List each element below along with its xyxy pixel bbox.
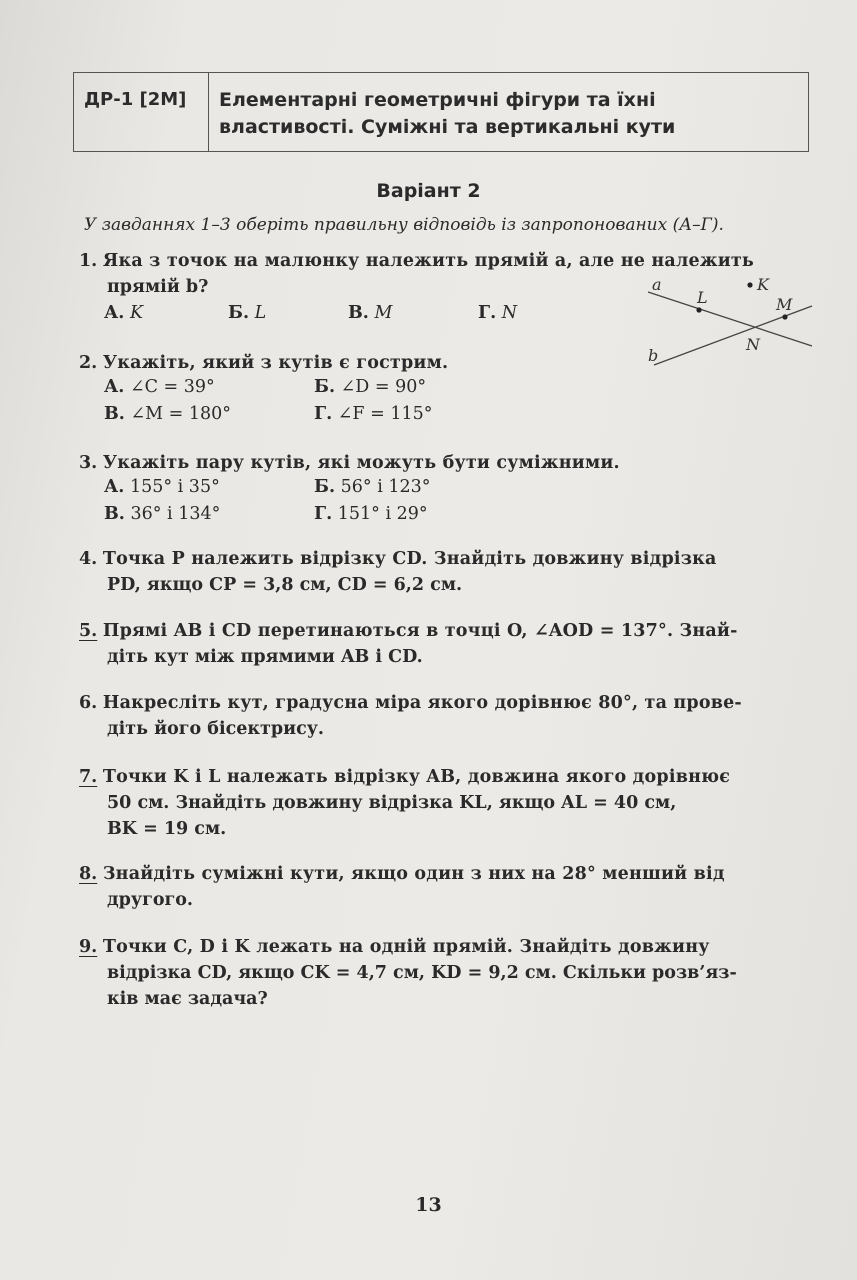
question-7 bbox=[79, 764, 730, 842]
q1-option-c: В. M bbox=[348, 303, 393, 323]
point-K bbox=[747, 282, 752, 287]
point-M bbox=[782, 314, 787, 319]
label-a: a bbox=[652, 275, 662, 294]
question-5 bbox=[79, 618, 738, 670]
q2-option-b: Б. ∠D = 90° bbox=[314, 377, 427, 397]
question-number: 6. bbox=[79, 693, 98, 713]
label-M: M bbox=[776, 295, 793, 314]
question-number: 9. bbox=[79, 937, 98, 957]
label-L: L bbox=[697, 288, 708, 307]
q2-option-d: Г. ∠F = 115° bbox=[314, 404, 433, 424]
question-text: прямій b? bbox=[107, 277, 209, 297]
question-9 bbox=[79, 934, 737, 1012]
question-text: 50 см. Знайдіть довжину відрізка KL, якщо AL = 40 см, bbox=[107, 793, 677, 813]
question-text: Накресліть кут, градусна міра якого дорівнює 80°, та прове- bbox=[102, 693, 742, 713]
q2-option-c: В. ∠M = 180° bbox=[104, 404, 231, 424]
question-text: діть кут між прямими AB і CD. bbox=[107, 647, 423, 667]
q1-option-b: Б. L bbox=[228, 303, 267, 323]
question-number: 5. bbox=[79, 621, 98, 641]
question-text: Точка P належить відрізку CD. Знайдіть довжину відрізка bbox=[102, 549, 717, 569]
topic-title-line2: властивості. Суміжні та вертикальні кути bbox=[219, 116, 676, 138]
question-text: Точки K і L належать відрізку AB, довжина якого дорівнює bbox=[102, 767, 731, 787]
q3-option-a: А. 155° і 35° bbox=[104, 477, 220, 497]
point-L bbox=[696, 307, 701, 312]
q1-option-a: А. K bbox=[104, 303, 144, 323]
question-text: Укажіть пару кутів, які можуть бути суміжними. bbox=[102, 453, 620, 473]
question-text: Прямі AB і CD перетинаються в точці O, ∠AOD = 137°. Знай- bbox=[102, 621, 738, 641]
question-text: діть його бісектрису. bbox=[107, 719, 325, 739]
question-number: 1. bbox=[79, 251, 98, 271]
lines-figure bbox=[640, 270, 820, 375]
q3-option-c: В. 36° і 134° bbox=[104, 504, 221, 524]
instruction-text: У завданнях 1–3 оберіть правильну відповідь із запропонованих (А–Г). bbox=[84, 215, 724, 235]
q3-option-d: Г. 151° і 29° bbox=[314, 504, 428, 524]
question-4 bbox=[79, 546, 717, 598]
topic-title bbox=[209, 73, 675, 151]
question-text: відрізка CD, якщо CK = 4,7 см, KD = 9,2 см. Скільки розв’яз- bbox=[107, 963, 737, 983]
question-text: Знайдіть суміжні кути, якщо один з них на 28° менший від bbox=[102, 864, 725, 884]
question-text: BK = 19 см. bbox=[107, 819, 227, 839]
q3-option-b: Б. 56° і 123° bbox=[314, 477, 431, 497]
question-text: Укажіть, який з кутів є гострим. bbox=[102, 353, 449, 373]
q1-option-d: Г. N bbox=[478, 303, 518, 323]
question-number: 4. bbox=[79, 549, 98, 569]
question-number: 2. bbox=[79, 353, 98, 373]
question-3 bbox=[79, 450, 620, 476]
q2-option-a: А. ∠C = 39° bbox=[104, 377, 215, 397]
work-code: ДР-1 [2М] bbox=[74, 73, 209, 151]
page-number: 13 bbox=[415, 1194, 442, 1216]
line-b bbox=[654, 306, 812, 365]
question-number: 3. bbox=[79, 453, 98, 473]
label-N: N bbox=[746, 335, 760, 354]
label-K: K bbox=[757, 275, 769, 294]
question-6 bbox=[79, 690, 742, 742]
question-text: Точки C, D і K лежать на одній прямій. Знайдіть довжину bbox=[102, 937, 710, 957]
question-text: Яка з точок на малюнку належить прямій a, але не належить bbox=[102, 251, 754, 271]
variant-title: Варіант 2 bbox=[376, 180, 481, 202]
question-2 bbox=[79, 350, 448, 376]
question-8 bbox=[79, 861, 725, 913]
question-number: 8. bbox=[79, 864, 98, 884]
topic-header bbox=[73, 72, 809, 152]
question-text: другого. bbox=[107, 890, 193, 910]
topic-title-line1: Елементарні геометричні фігури та їхні bbox=[219, 89, 656, 111]
question-text: ків має задача? bbox=[107, 989, 268, 1009]
question-text: PD, якщо CP = 3,8 см, CD = 6,2 см. bbox=[107, 575, 463, 595]
label-b: b bbox=[648, 346, 659, 365]
question-number: 7. bbox=[79, 767, 98, 787]
